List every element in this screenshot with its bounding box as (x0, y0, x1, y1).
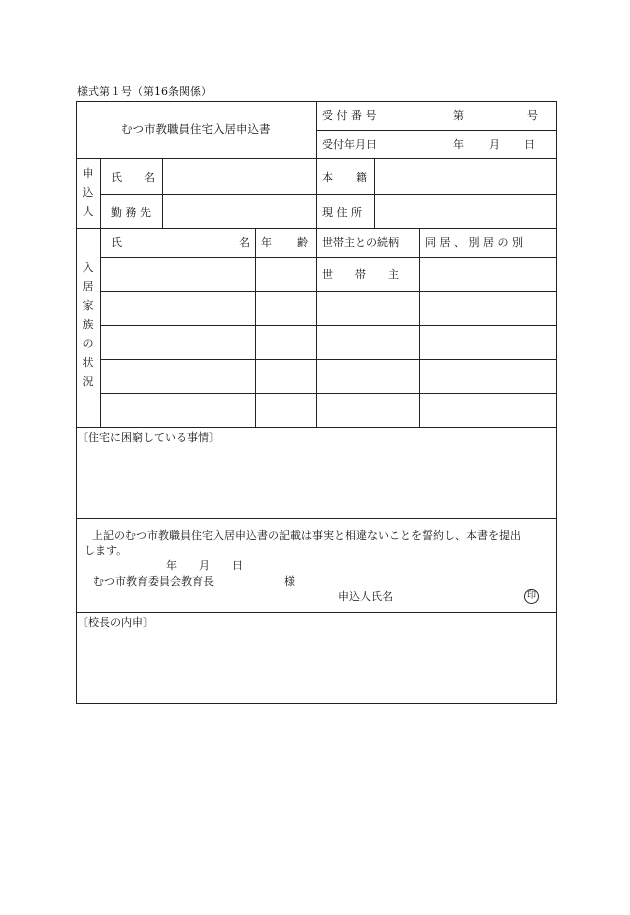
family-row[interactable] (101, 360, 556, 393)
family-row[interactable] (101, 292, 556, 325)
seal-icon: 印 (524, 589, 539, 604)
pledge-date: 年 月 日 (166, 559, 243, 572)
reception-number-label: 受 付 番 号 (322, 109, 377, 122)
applicant-domicile-label-a: 本 (322, 171, 333, 184)
reception-number-suffix: 号 (527, 109, 538, 122)
applicant-workplace-label: 勤 務 先 (111, 206, 151, 219)
applicant-name-label-a: 氏 (111, 171, 122, 184)
principal-report-label: 〔校長の内申〕 (77, 616, 154, 629)
reception-number-field[interactable] (380, 104, 444, 128)
family-col-name-a: 氏 (111, 236, 122, 249)
applicant-address-field[interactable] (375, 195, 556, 228)
family-col-living: 同 居 、 別 居 の 別 (425, 236, 523, 249)
applicant-name-label-b: 名 (144, 171, 155, 184)
family-row[interactable] (101, 326, 556, 359)
family-col-name-b: 名 (239, 236, 250, 249)
pledge-text-line1: 上記のむつ市教職員住宅入居申込書の記載は事実と相違ないことを誓約し、本書を提出 (92, 529, 521, 542)
form-number-label: 様式第１号（第16条関係） (77, 85, 212, 98)
applicant-group-label: 申 込 人 (82, 167, 94, 218)
applicant-domicile-label-b: 籍 (356, 171, 367, 184)
applicant-name-signature-label: 申込人氏名 (338, 590, 393, 603)
family-group-label: 入 居 家 族 の 状 況 (82, 261, 94, 388)
pledge-honorific: 様 (284, 575, 295, 588)
family-householder-label: 世 帯 主 (322, 268, 399, 281)
principal-report-field[interactable] (77, 631, 556, 702)
family-col-relation: 世帯主との続柄 (322, 236, 399, 249)
form-title: むつ市教職員住宅入居申込書 (121, 122, 271, 136)
applicant-address-label: 現 住 所 (322, 206, 362, 219)
applicant-name-field[interactable] (163, 159, 315, 194)
hardship-label: 〔住宅に困窮している事情〕 (77, 431, 220, 444)
family-row[interactable] (101, 258, 556, 291)
family-row[interactable] (101, 394, 556, 427)
reception-date-day: 日 (524, 138, 535, 151)
applicant-domicile-field[interactable] (375, 159, 556, 194)
hardship-field[interactable] (77, 446, 556, 517)
pledge-addressee: むつ市教育委員会教育長 (93, 575, 214, 588)
applicant-signature-field[interactable] (400, 586, 518, 606)
family-col-age-a: 年 (261, 236, 272, 249)
reception-date-label: 受付年月日 (322, 138, 377, 151)
pledge-text-line2: します。 (84, 544, 128, 557)
reception-number-prefix: 第 (453, 109, 464, 122)
applicant-workplace-field[interactable] (163, 195, 315, 228)
reception-date-month: 月 (489, 138, 500, 151)
family-col-age-b: 齢 (297, 236, 308, 249)
reception-date-year: 年 (453, 138, 464, 151)
